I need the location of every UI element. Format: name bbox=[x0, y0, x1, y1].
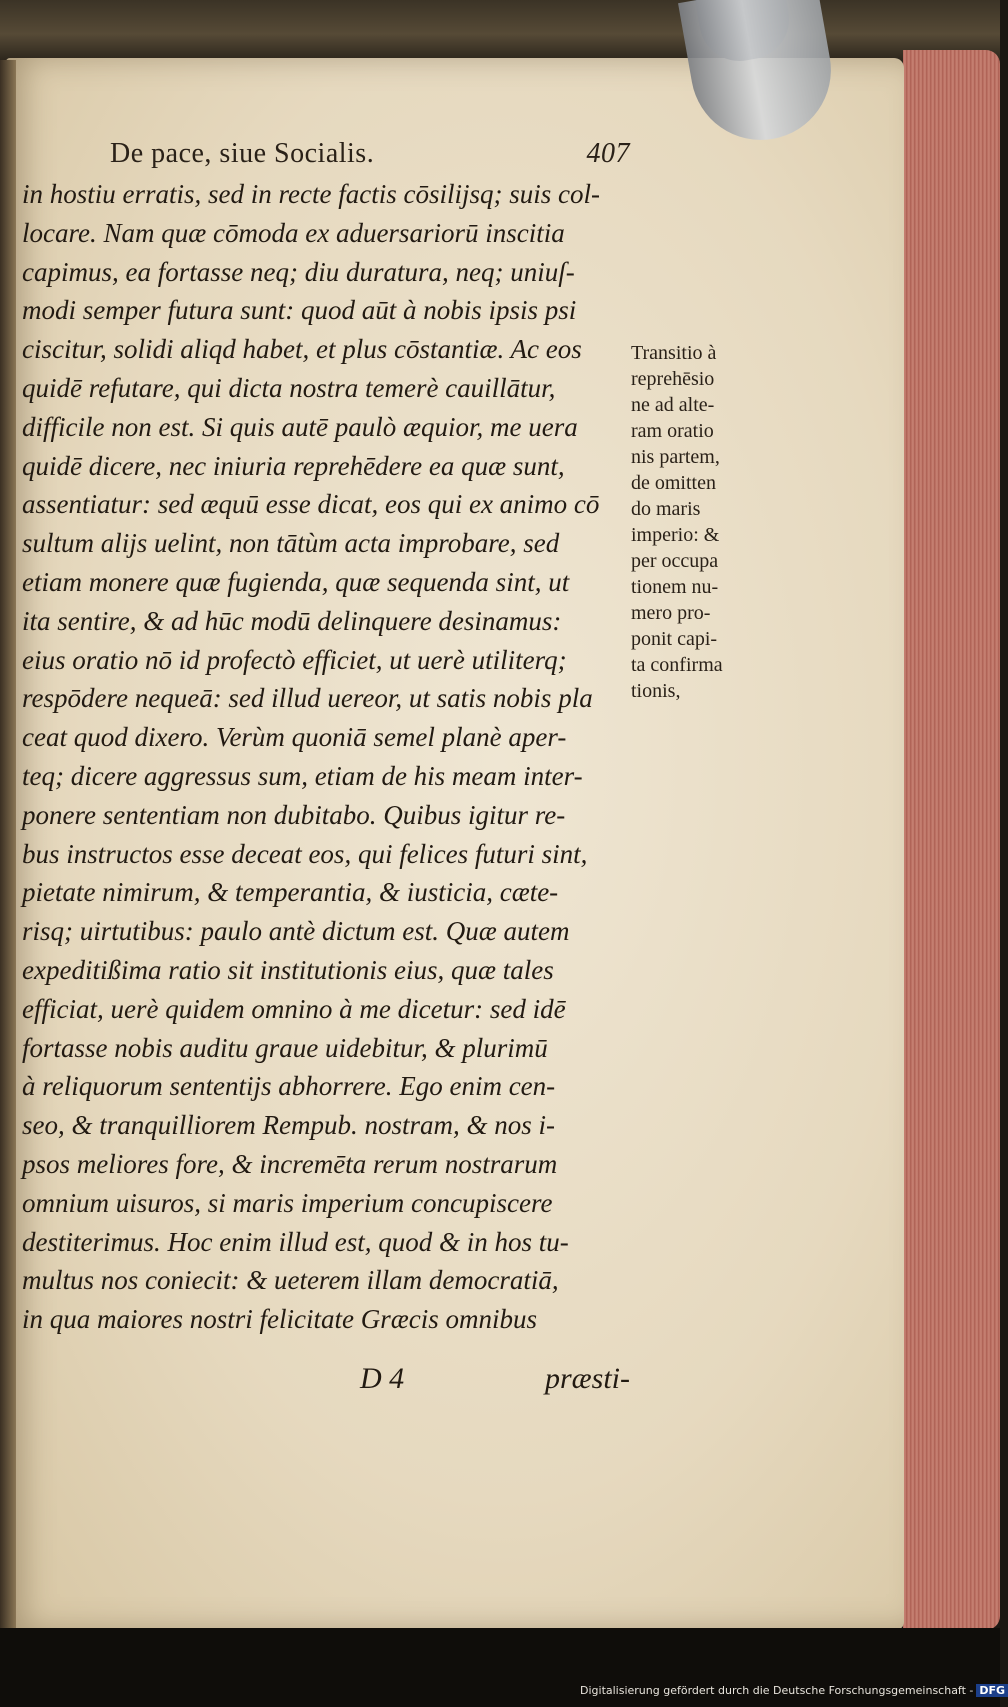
text-line: destiterimus. Hoc enim illud est, quod & in hos tu- bbox=[22, 1226, 569, 1257]
text-line: à reliquorum sententijs abhorrere. Ego enim cen- bbox=[22, 1071, 556, 1102]
marginal-line: ne ad alte- bbox=[631, 394, 715, 416]
text-line: bus instructos esse deceat eos, qui felices futuri sint, bbox=[22, 838, 588, 869]
text-line: difficile non est. Si quis autē paulò æquior, me uera bbox=[22, 411, 578, 442]
text-line: expeditißima ratio sit institutionis eius, quæ tales bbox=[22, 954, 554, 985]
text-line: ciscitur, solidi aliqd habet, et plus cōstantiæ. Ac eos bbox=[22, 334, 582, 365]
text-line: risq; uirtutibus: paulo antè dictum est. Quæ autem bbox=[22, 916, 570, 947]
marginal-line: reprehēsio bbox=[631, 368, 715, 390]
text-line: sultum alijs uelint, non tātùm acta improbare, sed bbox=[22, 528, 560, 559]
marginal-line: per occupa bbox=[631, 550, 719, 572]
page-footer bbox=[360, 1362, 630, 1402]
text-line: omnium uisuros, si maris imperium concupiscere bbox=[22, 1187, 553, 1218]
text-line: seo, & tranquilliorem Rempub. nostram, & nos i- bbox=[22, 1110, 555, 1141]
text-line: ceat quod dixero. Verùm quoniā semel planè aper- bbox=[22, 722, 567, 753]
dfg-logo: DFG bbox=[976, 1684, 1008, 1697]
text-line: teq; dicere aggressus sum, etiam de his meam inter- bbox=[22, 760, 583, 791]
marginal-note bbox=[631, 340, 761, 704]
marginal-line: mero pro- bbox=[631, 602, 711, 624]
page-number: 407 bbox=[586, 138, 630, 169]
body-text bbox=[22, 175, 634, 1339]
text-line: multus nos coniecit: & ueterem illam democratiā, bbox=[22, 1265, 559, 1296]
book-top-edge bbox=[0, 0, 1000, 62]
text-line: pietate nimirum, & temperantia, & iusticia, cæte- bbox=[22, 877, 559, 908]
digitization-credit bbox=[580, 1684, 1006, 1704]
text-line: modi semper futura sunt: quod aūt à nobis ipsis psi bbox=[22, 295, 577, 326]
text-line: in qua maiores nostri felicitate Græcis omnibus bbox=[22, 1304, 537, 1335]
text-line: efficiat, uerè quidem omnino à me dicetur: sed idē bbox=[22, 993, 566, 1024]
credit-text: Digitalisierung gefördert durch die Deutsche Forschungsgemeinschaft - bbox=[580, 1684, 974, 1697]
catchword: præsti- bbox=[544, 1362, 630, 1395]
marginal-line: Transitio à bbox=[631, 342, 717, 364]
text-line: assentiatur: sed æquū esse dicat, eos qui ex animo cō bbox=[22, 489, 600, 520]
book-binding bbox=[0, 60, 16, 1630]
marginal-line: tionis, bbox=[631, 680, 681, 702]
marginal-line: de omitten bbox=[631, 472, 716, 494]
text-line: quidē refutare, qui dicta nostra temerè cauillātur, bbox=[22, 372, 556, 403]
marginal-line: ram oratio bbox=[631, 420, 714, 442]
marginal-line: tionem nu- bbox=[631, 576, 719, 598]
text-line: quidē dicere, nec iniuria reprehēdere ea quæ sunt, bbox=[22, 450, 565, 481]
text-line: respōdere nequeā: sed illud uereor, ut satis nobis pla bbox=[22, 683, 593, 714]
text-line: ponere sententiam non dubitabo. Quibus igitur re- bbox=[22, 799, 566, 830]
marginal-line: nis partem, bbox=[631, 446, 720, 468]
running-header bbox=[110, 138, 630, 178]
marginal-line: do maris bbox=[631, 498, 701, 520]
marginal-line: imperio: & bbox=[631, 524, 720, 546]
text-line: fortasse nobis auditu graue uidebitur, & plurimū bbox=[22, 1032, 548, 1063]
text-line: psos meliores fore, & incremēta rerum nostrarum bbox=[22, 1148, 558, 1179]
running-title: De pace, siue Socialis. bbox=[110, 138, 375, 169]
text-line: in hostiu erratis, sed in recte factis cōsilijsq; suis col- bbox=[22, 179, 600, 209]
text-line: eius oratio nō id profectò efficiet, ut uerè utiliterq; bbox=[22, 644, 567, 675]
signature-mark: D 4 bbox=[360, 1362, 405, 1395]
marginal-line: ponit capi- bbox=[631, 628, 718, 650]
text-line: ita sentire, & ad hūc modū delinquere desinamus: bbox=[22, 605, 562, 636]
text-line: capimus, ea fortasse neq; diu duratura, neq; uniuſ- bbox=[22, 256, 575, 287]
text-line: etiam monere quæ fugienda, quæ sequenda sint, ut bbox=[22, 566, 570, 597]
page-fore-edge bbox=[903, 50, 1000, 1630]
text-line: locare. Nam quæ cōmoda ex aduersariorū inscitia bbox=[22, 217, 565, 248]
marginal-line: ta confirma bbox=[631, 654, 723, 676]
